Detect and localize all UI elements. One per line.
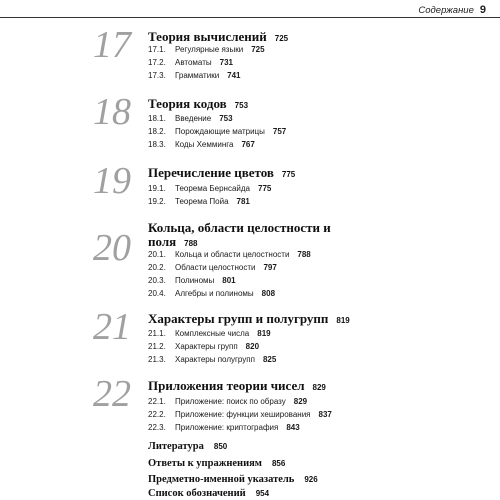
section-title: Алгебры и полиномы <box>175 289 254 298</box>
header-rule <box>0 17 500 18</box>
section-title: Приложение: функции хеширования <box>175 410 311 419</box>
section-page: 819 <box>257 329 271 338</box>
section-page: 741 <box>227 71 241 80</box>
backmatter-title: Литература <box>148 441 204 452</box>
chapter-title[interactable] <box>148 166 373 182</box>
section-entry[interactable] <box>148 71 241 80</box>
section-title: Области целостности <box>175 263 256 272</box>
section-number: 18.1. <box>148 114 166 123</box>
section-title: Приложение: поиск по образу <box>175 397 286 406</box>
section-page: 843 <box>286 423 300 432</box>
section-page: 725 <box>251 45 265 54</box>
section-entry[interactable] <box>148 397 307 406</box>
section-entry[interactable] <box>148 276 236 285</box>
section-title: Порождающие матрицы <box>175 127 265 136</box>
section-page: 797 <box>263 263 277 272</box>
backmatter-page: 856 <box>271 459 286 468</box>
section-number: 20.4. <box>148 289 166 298</box>
backmatter-title: Предметно-именной указатель <box>148 474 295 485</box>
chapter-title-text: Теория вычислений <box>148 29 267 44</box>
section-entry[interactable] <box>148 263 277 272</box>
section-number: 20.3. <box>148 276 166 285</box>
backmatter-page: 850 <box>213 442 228 451</box>
chapter-number: 20 <box>93 227 131 269</box>
section-number: 20.2. <box>148 263 166 272</box>
section-title: Полиномы <box>175 276 215 285</box>
chapter-title[interactable] <box>148 379 388 395</box>
section-entry[interactable] <box>148 140 255 149</box>
section-number: 17.2. <box>148 58 166 67</box>
section-number: 19.1. <box>148 184 166 193</box>
section-title: Коды Хемминга <box>175 140 234 149</box>
section-title: Характеры полугрупп <box>175 355 255 364</box>
backmatter-entry-answers[interactable] <box>148 458 285 469</box>
chapter-number: 18 <box>93 91 131 133</box>
chapter-title[interactable] <box>148 97 373 113</box>
chapter-page: 725 <box>274 34 289 43</box>
chapter-number: 19 <box>93 160 131 202</box>
section-page: 829 <box>293 397 308 406</box>
section-title: Кольца и области целостности <box>175 250 290 259</box>
section-page: 788 <box>297 250 311 259</box>
section-number: 22.2. <box>148 410 166 419</box>
section-number: 21.3. <box>148 355 166 364</box>
section-page: 837 <box>318 410 332 419</box>
chapter-title-text: Теория кодов <box>148 96 227 111</box>
section-entry[interactable] <box>148 197 250 206</box>
running-head-title: Содержание <box>418 5 474 16</box>
section-title: Введение <box>175 114 212 123</box>
section-page: 767 <box>241 140 255 149</box>
section-number: 22.3. <box>148 423 166 432</box>
backmatter-title: Список обозначений <box>148 488 246 499</box>
section-title: Приложение: криптография <box>175 423 279 432</box>
section-entry[interactable] <box>148 410 332 419</box>
chapter-title[interactable] <box>148 312 388 328</box>
section-number: 21.1. <box>148 329 166 338</box>
section-page: 757 <box>272 127 287 136</box>
chapter-title-text: Приложения теории чисел <box>148 378 305 393</box>
section-entry[interactable] <box>148 127 286 136</box>
section-entry[interactable] <box>148 250 311 259</box>
section-page: 820 <box>245 342 260 351</box>
section-entry[interactable] <box>148 329 271 338</box>
section-number: 19.2. <box>148 197 166 206</box>
section-title: Теорема Бернсайда <box>175 184 251 193</box>
section-page: 801 <box>222 276 236 285</box>
section-title: Теорема Пойа <box>175 197 229 206</box>
chapter-number: 21 <box>93 306 131 348</box>
backmatter-page: 954 <box>255 489 270 498</box>
section-entry[interactable] <box>148 342 259 351</box>
backmatter-entry-index[interactable] <box>148 474 318 485</box>
chapter-number: 22 <box>93 373 131 415</box>
section-page: 781 <box>236 197 250 206</box>
chapter-title-text: Перечисление цветов <box>148 165 274 180</box>
chapter-page: 753 <box>234 101 249 110</box>
chapter-title[interactable] <box>148 30 373 46</box>
chapter-page: 819 <box>336 316 350 325</box>
section-title: Автоматы <box>175 58 212 67</box>
section-title: Характеры групп <box>175 342 238 351</box>
chapter-title[interactable] <box>148 221 363 251</box>
section-page: 753 <box>219 114 233 123</box>
section-entry[interactable] <box>148 289 275 298</box>
section-entry[interactable] <box>148 355 276 364</box>
section-title: Регулярные языки <box>175 45 244 54</box>
chapter-page: 788 <box>184 239 198 248</box>
chapter-title-text: Характеры групп и полугрупп <box>148 311 329 326</box>
chapter-title-text: Кольца, области целостности и поля <box>148 220 331 249</box>
backmatter-entry-notation[interactable] <box>148 488 269 499</box>
chapter-page: 775 <box>281 170 296 179</box>
section-number: 18.2. <box>148 127 166 136</box>
section-entry[interactable] <box>148 45 265 54</box>
section-entry[interactable] <box>148 423 300 432</box>
section-page: 825 <box>262 355 277 364</box>
section-title: Грамматики <box>175 71 220 80</box>
section-number: 20.1. <box>148 250 166 259</box>
backmatter-page: 926 <box>304 475 318 484</box>
running-head <box>418 4 486 16</box>
section-entry[interactable] <box>148 114 233 123</box>
section-page: 775 <box>258 184 272 193</box>
section-title: Комплексные числа <box>175 329 250 338</box>
section-entry[interactable] <box>148 184 271 193</box>
page-number: 9 <box>479 4 486 16</box>
backmatter-title: Ответы к упражнениям <box>148 458 262 469</box>
section-number: 22.1. <box>148 397 166 406</box>
chapter-number: 17 <box>93 24 131 66</box>
section-number: 21.2. <box>148 342 166 351</box>
section-entry[interactable] <box>148 58 233 67</box>
chapter-page: 829 <box>312 383 326 392</box>
section-page: 808 <box>261 289 276 298</box>
section-page: 731 <box>219 58 233 67</box>
section-number: 18.3. <box>148 140 166 149</box>
backmatter-entry-bibliography[interactable] <box>148 441 227 452</box>
section-number: 17.1. <box>148 45 166 54</box>
section-number: 17.3. <box>148 71 166 80</box>
